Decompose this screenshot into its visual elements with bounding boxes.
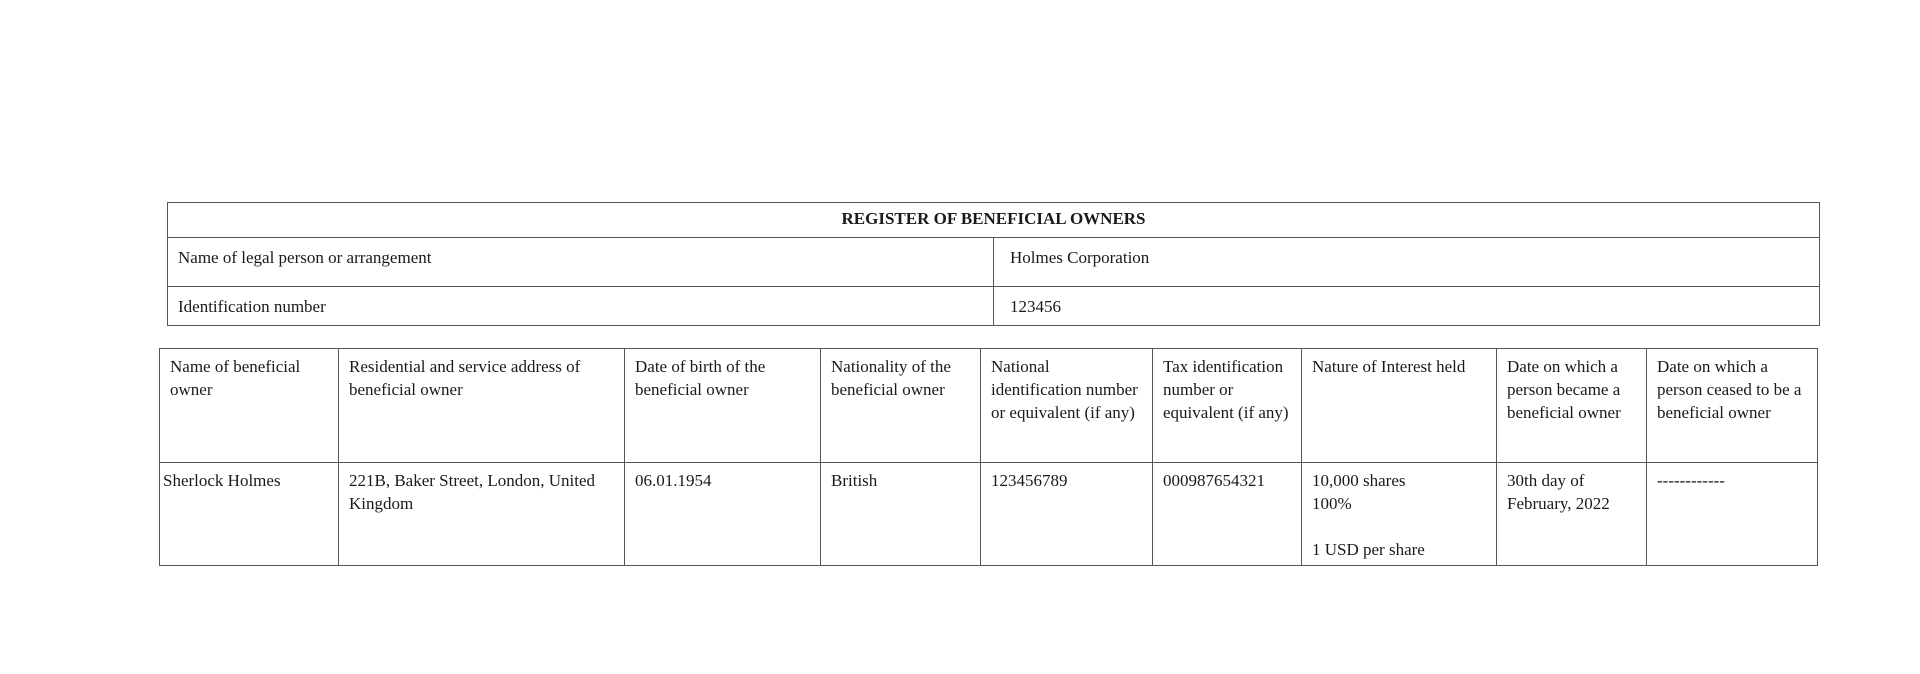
nature-spacer — [1312, 515, 1486, 538]
header-date-ceased: Date on which a person ceased to be a beneficial owner — [1647, 349, 1818, 463]
register-header-table — [167, 202, 1820, 326]
owner-nature-of-interest — [1302, 463, 1497, 566]
header-national-id: National identification number or equivalent (if any) — [981, 349, 1153, 463]
header-owner-name: Name of beneficial owner — [160, 349, 339, 463]
legal-person-label: Name of legal person or arrangement — [168, 238, 994, 287]
header-nationality: Nationality of the beneficial owner — [821, 349, 981, 463]
owner-address: 221B, Baker Street, London, United Kingdom — [339, 463, 625, 566]
header-nature-of-interest: Nature of Interest held — [1302, 349, 1497, 463]
legal-person-value: Holmes Corporation — [994, 238, 1820, 287]
nature-percent: 100% — [1312, 494, 1352, 513]
header-tax-id: Tax identification number or equivalent (if any) — [1153, 349, 1302, 463]
nature-shares: 10,000 shares — [1312, 471, 1406, 490]
header-address: Residential and service address of beneficial owner — [339, 349, 625, 463]
identification-value: 123456 — [994, 287, 1820, 326]
header-date-of-birth: Date of birth of the beneficial owner — [625, 349, 821, 463]
owner-name: Sherlock Holmes — [160, 463, 339, 566]
nature-price: 1 USD per share — [1312, 540, 1425, 559]
table-row — [160, 463, 1818, 566]
header-date-became: Date on which a person became a beneficial owner — [1497, 349, 1647, 463]
owner-national-id: 123456789 — [981, 463, 1153, 566]
table-header-row — [160, 349, 1818, 463]
owner-tax-id: 000987654321 — [1153, 463, 1302, 566]
owner-date-ceased: ------------ — [1647, 463, 1818, 566]
owner-nationality: British — [821, 463, 981, 566]
owner-date-of-birth: 06.01.1954 — [625, 463, 821, 566]
register-title: REGISTER OF BENEFICIAL OWNERS — [168, 203, 1820, 238]
identification-label: Identification number — [168, 287, 994, 326]
beneficial-owners-table — [159, 348, 1818, 566]
owner-date-became: 30th day of February, 2022 — [1497, 463, 1647, 566]
